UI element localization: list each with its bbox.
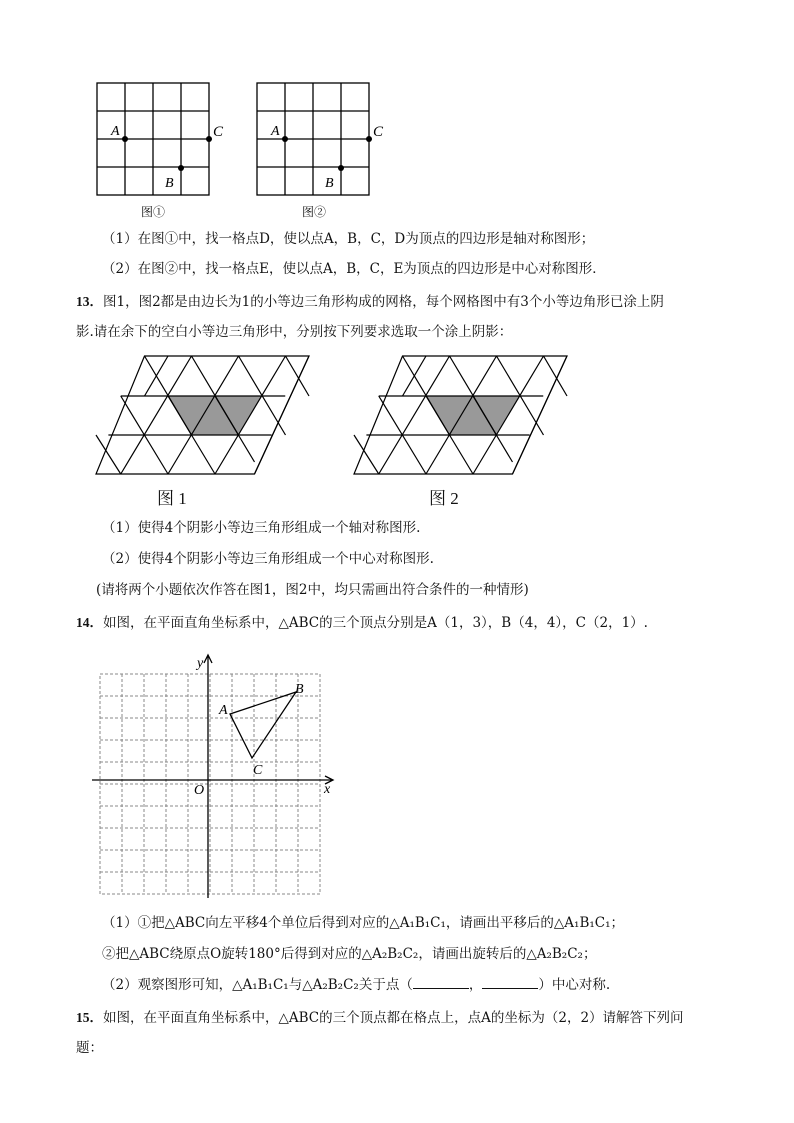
q13-note: (请将两个小题依次作答在图1，图2中，均只需画出符合条件的一种情形) [96, 582, 529, 598]
point-b [178, 165, 184, 171]
y-axis-label: y [197, 656, 204, 671]
point-c [366, 136, 372, 142]
q15-text-line2: 题： [76, 1040, 103, 1056]
q12-part1: （1）在图①中，找一格点D，使以点A，B，C，D为顶点的四边形是轴对称图形； [102, 231, 595, 247]
q14-part2: （2）观察图形可知，△A₁B₁C₁与△A₂B₂C₂关于点（ ， ）中心对称. [102, 974, 610, 995]
point-b [338, 165, 344, 171]
q13-number: 13． [76, 294, 103, 309]
q13-part2: （2）使得4个阴影小等边三角形组成一个中心对称图形. [102, 551, 434, 567]
label-c: C [373, 124, 384, 140]
label-b: B [325, 176, 334, 191]
q13-text-line2: 影.请在余下的空白小等边三角形中，分别按下列要求选取一个涂上阴影： [76, 324, 513, 340]
label-b: B [165, 176, 174, 191]
answer-blank-x[interactable] [413, 974, 469, 989]
q13-figure-1 [90, 350, 315, 478]
q12-figure-1 [90, 76, 240, 208]
q13-fig2-caption: 图 2 [429, 489, 459, 508]
q15-text-line1: 15．如图，在平面直角坐标系中，△ABC的三个顶点都在格点上，点A的坐标为（2，2）请解答下列问 [76, 1010, 684, 1026]
q12-figure-2 [250, 76, 400, 208]
point-a [282, 136, 288, 142]
q14-number: 14． [76, 615, 103, 630]
origin-label: O [194, 783, 205, 798]
point-a [122, 136, 128, 142]
q14-part1b: ②把△ABC绕原点O旋转180°后得到对应的△A₂B₂C₂，请画出旋转后的△A₂B₂C₂； [102, 946, 597, 962]
label-c: C [253, 763, 263, 778]
label-a: A [111, 124, 120, 139]
point-c [206, 136, 212, 142]
q13-text-line1: 13．图1，图2都是由边长为1的小等边三角形构成的网格，每个网格图中有3个小等边角形已涂上阴 [76, 294, 664, 310]
q12-part2: （2）在图②中，找一格点E，使以点A，B，C，E为顶点的四边形是中心对称图形． [102, 261, 606, 277]
dashed-grid [100, 674, 320, 894]
q14-coordinate-plane [88, 650, 348, 900]
x-axis-label: x [324, 782, 331, 797]
q12-fig2-caption: 图② [302, 205, 327, 219]
q15-number: 15． [76, 1010, 103, 1025]
triangle-abc [230, 692, 296, 758]
label-a: A [219, 703, 228, 718]
q14-text: 14．如图，在平面直角坐标系中，△ABC的三个顶点分别是A（1，3），B（4，4），C（2，1）. [76, 615, 648, 631]
q14-part1a: （1）①把△ABC向左平移4个单位后得到对应的△A₁B₁C₁，请画出平移后的△A₁B₁C₁； [102, 915, 625, 931]
label-c: C [213, 124, 224, 140]
q13-figure-2 [348, 350, 573, 478]
label-a: A [271, 124, 280, 139]
q12-fig1-caption: 图① [141, 205, 166, 219]
answer-blank-y[interactable] [482, 974, 538, 989]
q13-part1: （1）使得4个阴影小等边三角形组成一个轴对称图形. [102, 520, 421, 536]
q13-fig1-caption: 图 1 [157, 489, 187, 508]
label-b: B [295, 682, 304, 697]
